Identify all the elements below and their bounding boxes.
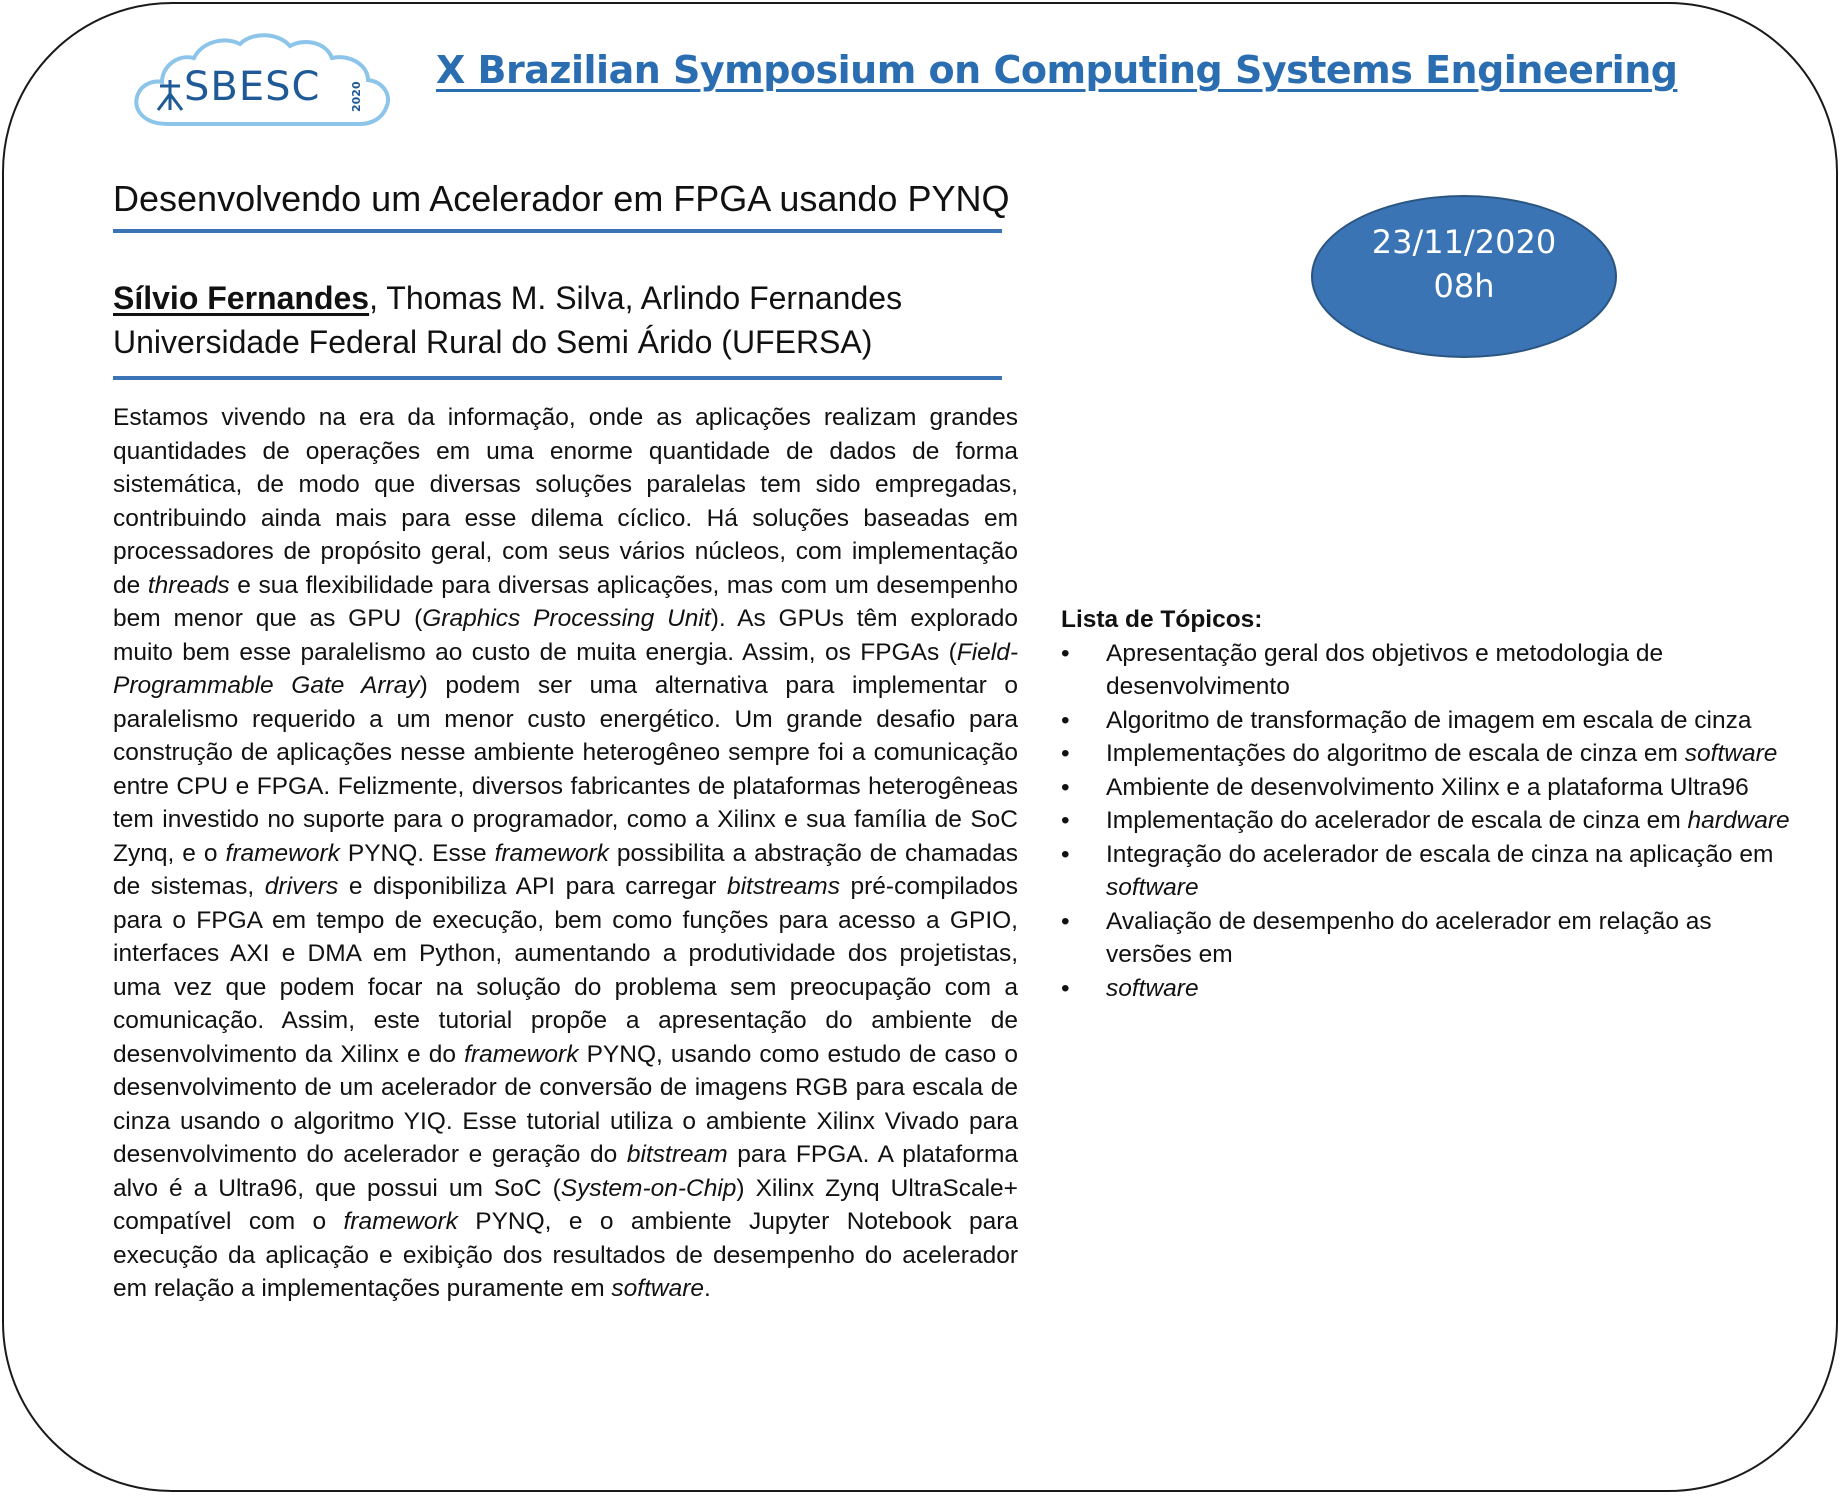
list-item [1061,972,1801,1006]
topic-emphasis: hardware [1687,807,1790,834]
title-divider [113,229,1002,233]
topics-items [1061,637,1801,1006]
abstract-emphasis: software [611,1275,705,1302]
abstract-emphasis: bitstreams [726,873,840,900]
abstract-emphasis: framework [494,839,609,867]
authors-line [113,276,902,320]
bullet-icon: • [1061,974,1070,1002]
abstract-segment: ). As GPUs têm explorado muito bem esse paralelismo ao custo de muita energia. Assim, os FPGAs ( [113,605,1018,666]
talk-date: 23/11/2020 [1371,223,1557,261]
topic-text: Avaliação de desempenho do acelerador em relação as versões em [1106,907,1712,968]
topic-text: Integração do acelerador de escala de cinza na aplicação em [1106,840,1774,868]
talk-title: Desenvolvendo um Acelerador em FPGA usando PYNQ [113,178,1010,219]
abstract-segment: e sua flexibilidade para diversas aplicações, mas com um desempenho bem menor que as GPU ( [113,571,1019,632]
abstract-emphasis: System-on-Chip [560,1174,737,1202]
topic-text: Algoritmo de transformação de imagem em escala de cinza [1106,706,1752,734]
bullet-icon: • [1061,907,1070,935]
list-item [1061,905,1801,972]
list-item [1061,737,1801,771]
bullet-icon: • [1061,740,1070,767]
abstract-segment: PYNQ. Esse [339,839,495,867]
topic-text: Implementações do algoritmo de escala de cinza em [1106,740,1685,767]
abstract-segment: PYNQ, usando como estudo de caso o desenvolvimento de um acelerador de conversão de imagens RGB para escala de cinza usando o algoritmo YIQ. Esse tutorial utiliza o ambiente Xilinx Vivado para desenvolvimento do acelerador e geração do [113,1040,1018,1168]
list-item [1061,704,1801,738]
bullet-icon: • [1061,639,1070,667]
topic-text: Implementação do acelerador de escala de cinza em [1106,807,1688,834]
abstract-emphasis: framework [225,839,340,867]
authors-block [113,276,902,364]
abstract-segment: ) Xilinx Zynq UltraScale+ compatível com o [113,1174,1018,1235]
logo-year: 2020 [350,81,363,112]
topics-list [1061,603,1801,1005]
abstract-segment: para FPGA. A plataforma alvo é a Ultra96, que possui um SoC ( [113,1141,1018,1202]
abstract-segment: e disponibiliza API para carregar [338,873,727,900]
list-item [1061,637,1801,704]
sbesc-logo [128,28,398,136]
abstract-emphasis: framework [464,1040,579,1068]
bullet-icon: • [1061,807,1070,834]
coauthors: , Thomas M. Silva, Arlindo Fernandes [369,280,903,316]
bullet-icon: • [1061,706,1070,734]
list-item [1061,838,1801,905]
symposium-title[interactable]: X Brazilian Symposium on Computing Systems Engineering [436,48,1678,92]
affiliation: Universidade Federal Rural do Semi Árido (UFERSA) [113,324,873,360]
abstract-emphasis: framework [343,1208,458,1235]
abstract-emphasis: threads [147,571,230,599]
list-item [1061,771,1801,805]
abstract-emphasis: Field-Programmable Gate Array [113,638,1018,699]
bullet-icon: • [1061,840,1070,868]
abstract-segment: PYNQ, e o ambiente Jupyter Notebook para execução da aplicação e exibição dos resultados de desempenho do acelerador em relação a implementações puramente em [113,1208,1018,1302]
date-bubble [1311,195,1617,358]
topic-text: Apresentação geral dos objetivos e metodologia de desenvolvimento [1106,639,1664,700]
abstract-segment: ) podem ser uma alternativa para implementar o paralelismo requerido a um menor custo energético. Um grande desafio para construção de aplicações nesse ambiente heterogêneo sempre foi a comunicação entre CPU e FPGA. Felizmente, diversos fabricantes de plataformas heterogêneas tem investido no suporte para o programador, como a Xilinx e sua família de SoC Zynq, e o [113,672,1019,867]
topic-emphasis: software [1684,740,1778,767]
abstract-segment: . [704,1275,711,1302]
list-item [1061,804,1801,838]
abstract-text [113,401,1018,1306]
logo-text: SBESC [184,64,321,110]
topic-emphasis: software [1106,874,1199,901]
abstract-segment: possibilita a abstração de chamadas de sistemas, [113,839,1018,900]
abstract-emphasis: bitstream [626,1141,728,1168]
abstract-segment: pré-compilados para o FPGA em tempo de execução, bem como funções para acesso a GPIO, interfaces AXI e DMA em Python, aumentando a produtividade dos projetistas, uma vez que podem focar na solução do problema sem preocupação com a comunicação. Assim, este tutorial propõe a apresentação do ambiente de desenvolvimento da Xilinx e do [113,873,1018,1068]
topics-heading: Lista de Tópicos: [1061,606,1263,633]
abstract-emphasis: Graphics Processing Unit [422,605,711,632]
abstract-segment: Estamos vivendo na era da informação, onde as aplicações realizam grandes quantidades de operações em uma enorme quantidade de dados de forma sistemática, de modo que diversas soluções paralelas tem sido empregadas, contribuindo ainda mais para esse dilema cíclico. Há soluções baseadas em processadores de propósito geral, com seus vários núcleos, com implementação de [113,404,1018,599]
topic-text: Ambiente de desenvolvimento Xilinx e a plataforma Ultra96 [1106,773,1749,801]
bullet-icon: • [1061,773,1070,801]
authors-divider [113,376,1002,380]
abstract-emphasis: drivers [264,873,339,900]
topic-emphasis: software [1106,974,1199,1002]
presenter-name: Sílvio Fernandes [113,280,370,316]
talk-time: 08h [1433,267,1495,305]
